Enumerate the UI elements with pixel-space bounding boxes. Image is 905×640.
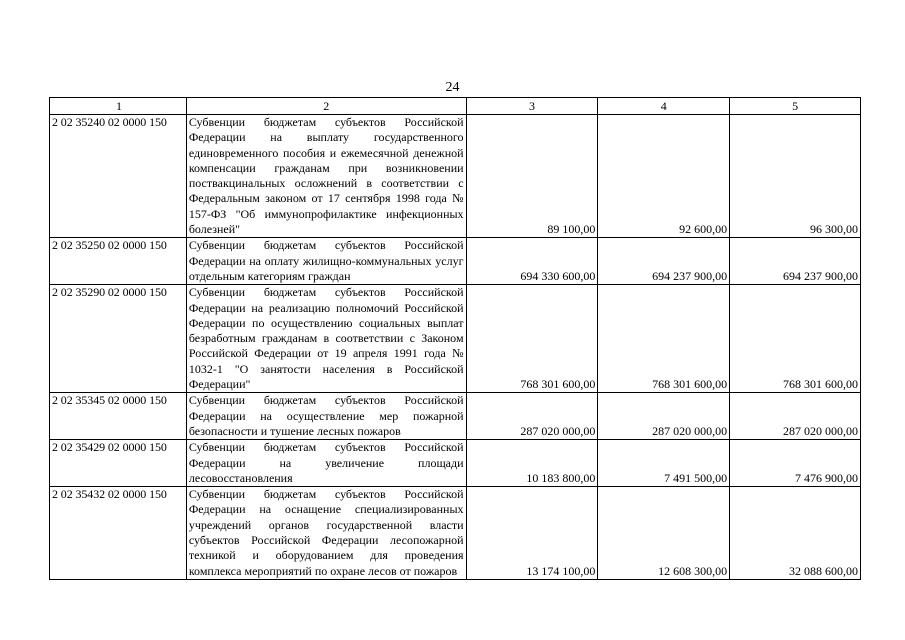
subvention-name: Субвенции бюджетам субъектов Российской Федерации на оснащение специализированных учреждений органов государственной власти субъектов Российской Федерации лесопожарной техникой и оборудованием для проведения комплекса мероприятий по охране лесов от пожаров	[186, 487, 466, 580]
amount-col-5: 694 237 900,00	[730, 238, 861, 285]
budget-code: 2 02 35345 02 0000 150	[50, 393, 187, 440]
table-row	[50, 115, 861, 238]
subvention-name: Субвенции бюджетам субъектов Российской Федерации на выплату государственного единовременного пособия и ежемесячной денежной компенсации гражданам при возникновении поствакцинальных осложнений в соответствии с Федеральным законом от 17 сентября 1998 года № 157-ФЗ "Об иммунопрофилактике инфекционных болезней"	[186, 115, 466, 238]
column-header-1: 1	[50, 98, 187, 115]
table-header-row	[50, 98, 861, 115]
table-row	[50, 487, 861, 580]
subvention-name: Субвенции бюджетам субъектов Российской Федерации на увеличение площади лесовосстановления	[186, 440, 466, 487]
amount-col-5: 96 300,00	[730, 115, 861, 238]
amount-col-5: 768 301 600,00	[730, 285, 861, 393]
amount-col-3: 13 174 100,00	[466, 487, 598, 580]
table-row	[50, 285, 861, 393]
budget-code: 2 02 35290 02 0000 150	[50, 285, 187, 393]
amount-col-3: 10 183 800,00	[466, 440, 598, 487]
budget-code: 2 02 35240 02 0000 150	[50, 115, 187, 238]
column-header-2: 2	[186, 98, 466, 115]
subventions-table	[49, 97, 861, 580]
subvention-name: Субвенции бюджетам субъектов Российской Федерации на реализацию полномочий Российской Федерации по осуществлению социальных выплат безработным гражданам в соответствии с Законом Российской Федерации от 19 апреля 1991 года № 1032-1 "О занятости населения в Российской Федерации"	[186, 285, 466, 393]
amount-col-3: 694 330 600,00	[466, 238, 598, 285]
table-row	[50, 440, 861, 487]
amount-col-5: 287 020 000,00	[730, 393, 861, 440]
amount-col-3: 89 100,00	[466, 115, 598, 238]
table-row	[50, 393, 861, 440]
budget-code: 2 02 35432 02 0000 150	[50, 487, 187, 580]
amount-col-5: 32 088 600,00	[730, 487, 861, 580]
column-header-4: 4	[598, 98, 730, 115]
budget-code: 2 02 35429 02 0000 150	[50, 440, 187, 487]
amount-col-4: 12 608 300,00	[598, 487, 730, 580]
subvention-name: Субвенции бюджетам субъектов Российской Федерации на оплату жилищно-коммунальных услуг отдельным категориям граждан	[186, 238, 466, 285]
amount-col-5: 7 476 900,00	[730, 440, 861, 487]
amount-col-4: 694 237 900,00	[598, 238, 730, 285]
amount-col-4: 287 020 000,00	[598, 393, 730, 440]
budget-code: 2 02 35250 02 0000 150	[50, 238, 187, 285]
amount-col-3: 287 020 000,00	[466, 393, 598, 440]
amount-col-4: 92 600,00	[598, 115, 730, 238]
amount-col-3: 768 301 600,00	[466, 285, 598, 393]
column-header-3: 3	[466, 98, 598, 115]
amount-col-4: 7 491 500,00	[598, 440, 730, 487]
amount-col-4: 768 301 600,00	[598, 285, 730, 393]
subvention-name: Субвенции бюджетам субъектов Российской Федерации на осуществление мер пожарной безопасности и тушение лесных пожаров	[186, 393, 466, 440]
table-row	[50, 238, 861, 285]
column-header-5: 5	[730, 98, 861, 115]
page-number: 24	[445, 80, 460, 95]
